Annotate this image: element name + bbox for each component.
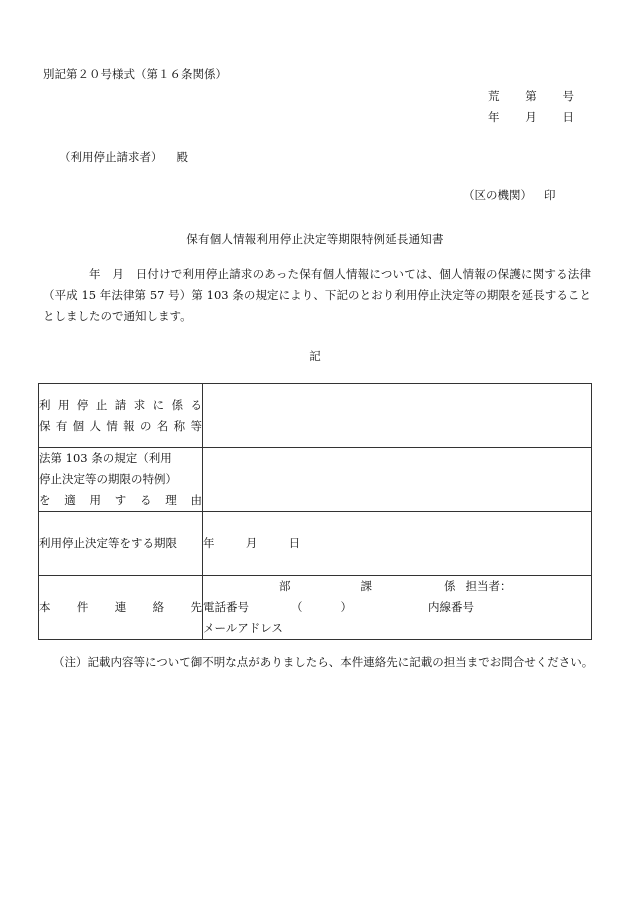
deadline-day-label: 日 [288, 536, 301, 550]
ki-heading: 記 [309, 349, 321, 363]
info-name-field[interactable] [203, 384, 592, 448]
label-char: 人 [89, 418, 101, 433]
details-table [38, 383, 592, 640]
label-char: 有 [55, 418, 68, 433]
label-char: 連 [114, 600, 127, 614]
table-row [39, 448, 592, 512]
ref-number-prefix: 第 [525, 89, 537, 103]
ref-number-suffix: 号 [562, 89, 574, 103]
addressee [59, 149, 188, 165]
label-char: 適 [64, 493, 76, 507]
row-label-deadline: 利用停止決定等をする期限 [39, 512, 203, 576]
label-char: 絡 [152, 600, 165, 614]
table-row [39, 384, 592, 448]
label-char: の [139, 418, 152, 433]
sender [463, 187, 556, 203]
label-line: 法第 103 条の規定（利用 [39, 451, 172, 465]
label-char: 理 [165, 493, 177, 507]
table-row [39, 576, 592, 640]
label-char: 件 [76, 600, 89, 614]
label-char: 係 [171, 397, 184, 412]
label-line [39, 416, 202, 437]
label-char: 止 [95, 397, 108, 412]
label-char: を [39, 493, 51, 507]
form-number: 別記第２０号様式（第１６条関係） [43, 67, 227, 81]
label-line [39, 597, 202, 618]
addressee-label: （利用停止請求者） [59, 150, 163, 164]
addressee-honorific: 殿 [176, 150, 188, 164]
row-label-contact [39, 576, 203, 640]
contact-phone-line [203, 597, 591, 618]
deadline-year-label: 年 [203, 536, 215, 550]
label-char: 請 [114, 397, 127, 412]
label-char: 用 [57, 397, 70, 412]
dept-label: 部 [279, 579, 291, 593]
document-title: 保有個人情報利用停止決定等期限特例延長通知書 [186, 232, 444, 246]
issue-date-line [488, 109, 574, 125]
label-char: 先 [190, 600, 202, 614]
label-char: る [190, 397, 202, 412]
label-char: 称 [173, 418, 186, 433]
subsection-label: 係 [444, 579, 456, 593]
section-label: 課 [360, 579, 372, 593]
label-line [39, 490, 202, 511]
reference-number-line [488, 88, 574, 104]
label-char: 保 [39, 418, 51, 433]
label-char: 本 [39, 600, 51, 614]
row-label-reason [39, 448, 203, 512]
label-line: 停止決定等の期限の特例） [39, 472, 177, 486]
label-char: 停 [76, 397, 89, 412]
label-char: に [152, 397, 165, 412]
phone-label: 電話番号 [203, 600, 249, 614]
person-in-charge-label: 担当者： [465, 579, 512, 593]
row-label-info-name [39, 384, 203, 448]
deadline-month-label: 月 [245, 536, 258, 550]
footnote: （注）記載内容等について御不明な点がありましたら、本件連絡先に記載の担当までお問合せください。 [53, 655, 594, 669]
label-char: 名 [156, 418, 169, 433]
label-char: 由 [190, 493, 202, 507]
label-char: 個 [72, 418, 85, 433]
label-line [39, 395, 202, 416]
ref-office-char: 荒 [488, 89, 500, 103]
label-char: 求 [133, 397, 146, 412]
phone-paren-close: ） [340, 600, 352, 614]
label-char: す [114, 493, 127, 507]
seal-mark: 印 [544, 188, 556, 202]
label-char: 用 [89, 493, 101, 507]
label-char: 報 [123, 418, 135, 433]
phone-paren-open: （ [291, 600, 303, 614]
extension-label: 内線番号 [428, 600, 474, 614]
contact-field[interactable] [203, 576, 592, 640]
label-char: 利 [39, 397, 51, 412]
date-month: 月 [525, 110, 537, 124]
notice-body: 年 月 日付けで利用停止請求のあった保有個人情報については、個人情報の保護に関する法律（平成 15 年法律第 57 号）第 103 条の規定により、下記のとおり利用停止決定等の期限を延長することとしましたので通知します。 [43, 267, 591, 323]
sender-label: （区の機関） [463, 188, 532, 202]
label-char: 情 [106, 418, 118, 433]
date-day: 日 [562, 110, 574, 124]
deadline-field[interactable] [203, 512, 592, 576]
contact-department-line [203, 576, 591, 597]
reason-field[interactable] [203, 448, 592, 512]
label-char: 等 [190, 418, 202, 433]
table-row [39, 512, 592, 576]
date-year: 年 [488, 110, 500, 124]
email-label: メールアドレス [203, 621, 283, 635]
label-char: る [140, 493, 152, 507]
